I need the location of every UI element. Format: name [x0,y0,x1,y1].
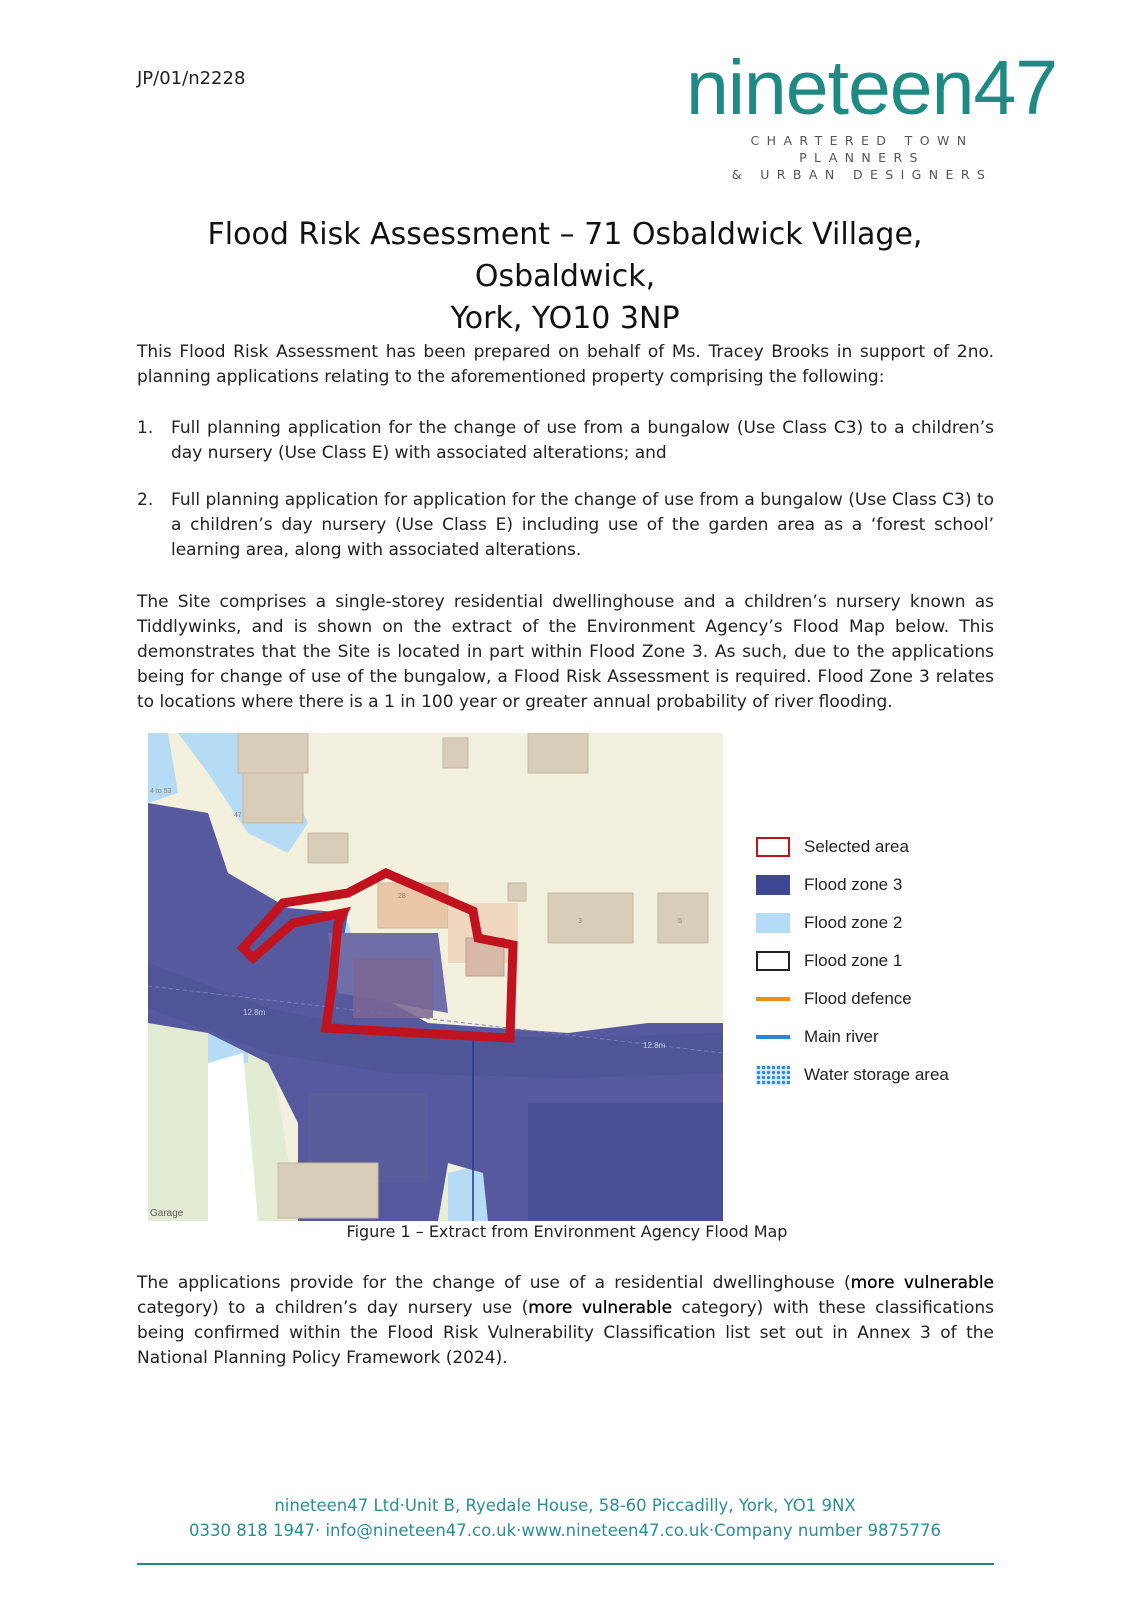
title-line-2: York, YO10 3NP [450,301,680,336]
legend-label: Flood zone 2 [804,913,903,932]
legend-item [756,942,949,980]
flood-map [148,733,723,1221]
legend-item [756,980,949,1018]
legend-item [756,1056,949,1094]
footer-contact: 0330 818 1947· info@nineteen47.co.uk·www.nineteen47.co.uk·Company number 9875776 [189,1521,941,1540]
footer-divider [137,1563,994,1565]
legend-item [756,904,949,942]
closing-text: category) with these classifications being confirmed within the Flood Risk Vulnerability Classification list set out in Annex 3 of the National Planning Policy Framework (2024). [137,1298,994,1368]
map-label-elevation: 12.8m [643,1041,666,1050]
document-reference: JP/01/n2228 [137,68,246,89]
legend-label: Flood zone 1 [804,951,903,970]
logo-tagline-line-2: & URBAN DESIGNERS [731,167,993,182]
logo-tagline-line-1: CHARTERED TOWN PLANNERS [750,133,974,165]
logo-wordmark: nineteen47 [686,45,1058,131]
intro-paragraph: This Flood Risk Assessment has been prepared on behalf of Ms. Tracey Brooks in support of 2no. planning applications relating to the aforementioned property comprising the following: [137,342,994,387]
list-item [137,416,994,466]
list-item-number: 1. [137,418,154,438]
closing-text: The applications provide for the change of use of a residential dwellinghouse ( [137,1273,851,1293]
page-title [137,214,993,340]
footer-address: nineteen47 Ltd·Unit B, Ryedale House, 58-60 Piccadilly, York, YO1 9NX [274,1496,856,1515]
legend-item [756,828,949,866]
list-item [137,488,994,563]
legend-label: Selected area [804,837,909,856]
map-label-house-number: 4 to 53 [150,788,172,795]
vulnerability-term: more vulnerable [528,1298,673,1318]
closing-text: category) to a children’s day nursery use ( [137,1298,529,1318]
figure-caption: Figure 1 – Extract from Environment Agency Flood Map [346,1222,788,1241]
flood-zone-2-swatch [756,913,790,933]
water-storage-swatch [756,1065,790,1085]
map-label-house-number: 28 [398,893,406,900]
list-item-text: Full planning application for the change of use from a bungalow (Use Class C3) to a children’s day nursery (Use Class E) with associated alterations; and [171,418,994,463]
main-river-line [756,1035,790,1039]
title-line-1: Flood Risk Assessment – 71 Osbaldwick Village, Osbaldwick, [207,217,923,294]
logo-tagline [686,132,1038,183]
flood-map-graphic [148,733,723,1221]
legend-label: Main river [804,1027,879,1046]
legend-label: Flood defence [804,989,912,1008]
vulnerability-term: more vulnerable [850,1273,994,1293]
applications-list [137,416,994,585]
list-item-number: 2. [137,490,154,510]
flood-defence-line [756,997,790,1001]
legend-label: Water storage area [804,1065,949,1084]
legend-label: Flood zone 3 [804,875,903,894]
map-legend [756,828,949,1094]
company-logo [686,45,1058,183]
site-paragraph: The Site comprises a single-storey residential dwellinghouse and a children’s nursery known as Tiddlywinks, and is shown on the extract of the Environment Agency’s Flood Map below. This demonstrates that the Site is located in part within Flood Zone 3. As such, due to the applications being for change of use of the bungalow, a Flood Risk Assessment is required. Flood Zone 3 relates to locations where there is a 1 in 100 year or greater annual probability of river flooding. [137,592,994,712]
list-item-text: Full planning application for application for the change of use from a bungalow (Use Class C3) to a children’s day nursery (Use Class E) including use of the garden area as a ‘forest school’ learning area, along with associated alterations. [171,490,994,560]
map-label-house-number: 3 [578,918,582,925]
closing-paragraph [137,1271,994,1371]
flood-zone-1-swatch [756,951,790,971]
selected-area-swatch [756,837,790,857]
map-label-garage: Garage [150,1208,184,1219]
map-label-house-number: 47 [234,812,242,819]
legend-item [756,1018,949,1056]
legend-item [756,866,949,904]
map-label-house-number: 5 [678,918,682,925]
flood-zone-3-swatch [756,875,790,895]
page-footer [137,1493,993,1543]
map-label-elevation: 12.8m [243,1008,266,1017]
